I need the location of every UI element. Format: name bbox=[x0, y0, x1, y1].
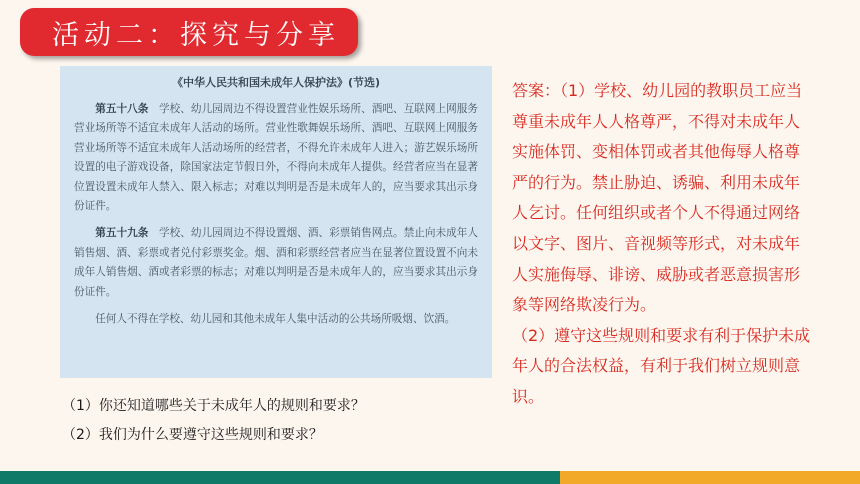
law-article-59 bbox=[74, 224, 478, 302]
bottom-bar-teal-segment bbox=[0, 471, 560, 484]
answer-block bbox=[512, 76, 812, 413]
answer-part-2: （2）遵守这些规则和要求有利于保护未成年人的合法权益，有利于我们树立规则意识。 bbox=[512, 325, 811, 406]
bottom-bar-orange-segment bbox=[560, 471, 860, 484]
question-list bbox=[62, 392, 502, 450]
bottom-decor-bar bbox=[0, 471, 860, 484]
question-2: （2）我们为什么要遵守这些规则和要求？ bbox=[62, 427, 323, 443]
question-1: （1）你还知道哪些关于未成年人的规则和要求？ bbox=[62, 398, 365, 414]
law-article-59-number: 第五十九条 bbox=[95, 227, 149, 240]
activity-title-banner bbox=[20, 8, 358, 56]
law-article-58 bbox=[74, 100, 478, 216]
law-article-59-text: 学校、幼儿园周边不得设置烟、酒、彩票销售网点。禁止向未成年人销售烟、酒、彩票或者兑付彩票奖金。烟、酒和彩票经营者应当在显著位置设置不向未成年人销售烟、酒或者彩票的标志；对难以判明是否是未成年人的，应当要求其出示身份证件。 bbox=[74, 227, 479, 298]
law-excerpt-box bbox=[60, 66, 492, 378]
law-excerpt-title: 《中华人民共和国未成年人保护法》(节选) bbox=[171, 76, 381, 89]
law-article-59-extra-text: 任何人不得在学校、幼儿园和其他未成年人集中活动的公共场所吸烟、饮酒。 bbox=[95, 313, 456, 326]
answer-part-1: 答案：（1）学校、幼儿园的教职员工应当尊重未成年人人格尊严，不得对未成年人实施体罚、变相体罚或者其他侮辱人格尊严的行为。禁止胁迫、诱骗、利用未成年人乞讨。任何组织或者个人不得通过网络以文字、图片、音视频等形式，对未成年人实施侮辱、诽谤、威胁或者恶意损害形象等网络欺凌行为。 bbox=[512, 81, 803, 315]
law-article-59-extra bbox=[74, 310, 478, 329]
law-article-58-number: 第五十八条 bbox=[95, 103, 149, 115]
activity-title: 活动二：探究与分享 bbox=[52, 19, 340, 51]
law-article-58-text: 学校、幼儿园周边不得设置营业性娱乐场所、酒吧、互联网上网服务营业场所等不适宜未成年人活动的场所。营业性歌舞娱乐场所、酒吧、互联网上网服务营业场所等不适宜未成年人活动场所的经营者，不得允许未成年人进入；游艺娱乐场所设置的电子游戏设备，除国家法定节假日外，不得向未成年人提供。经营者应当在显著位置设置未成年人禁入、限入标志；对难以判明是否是未成年人的，应当要求其出示身份证件。 bbox=[74, 103, 479, 213]
